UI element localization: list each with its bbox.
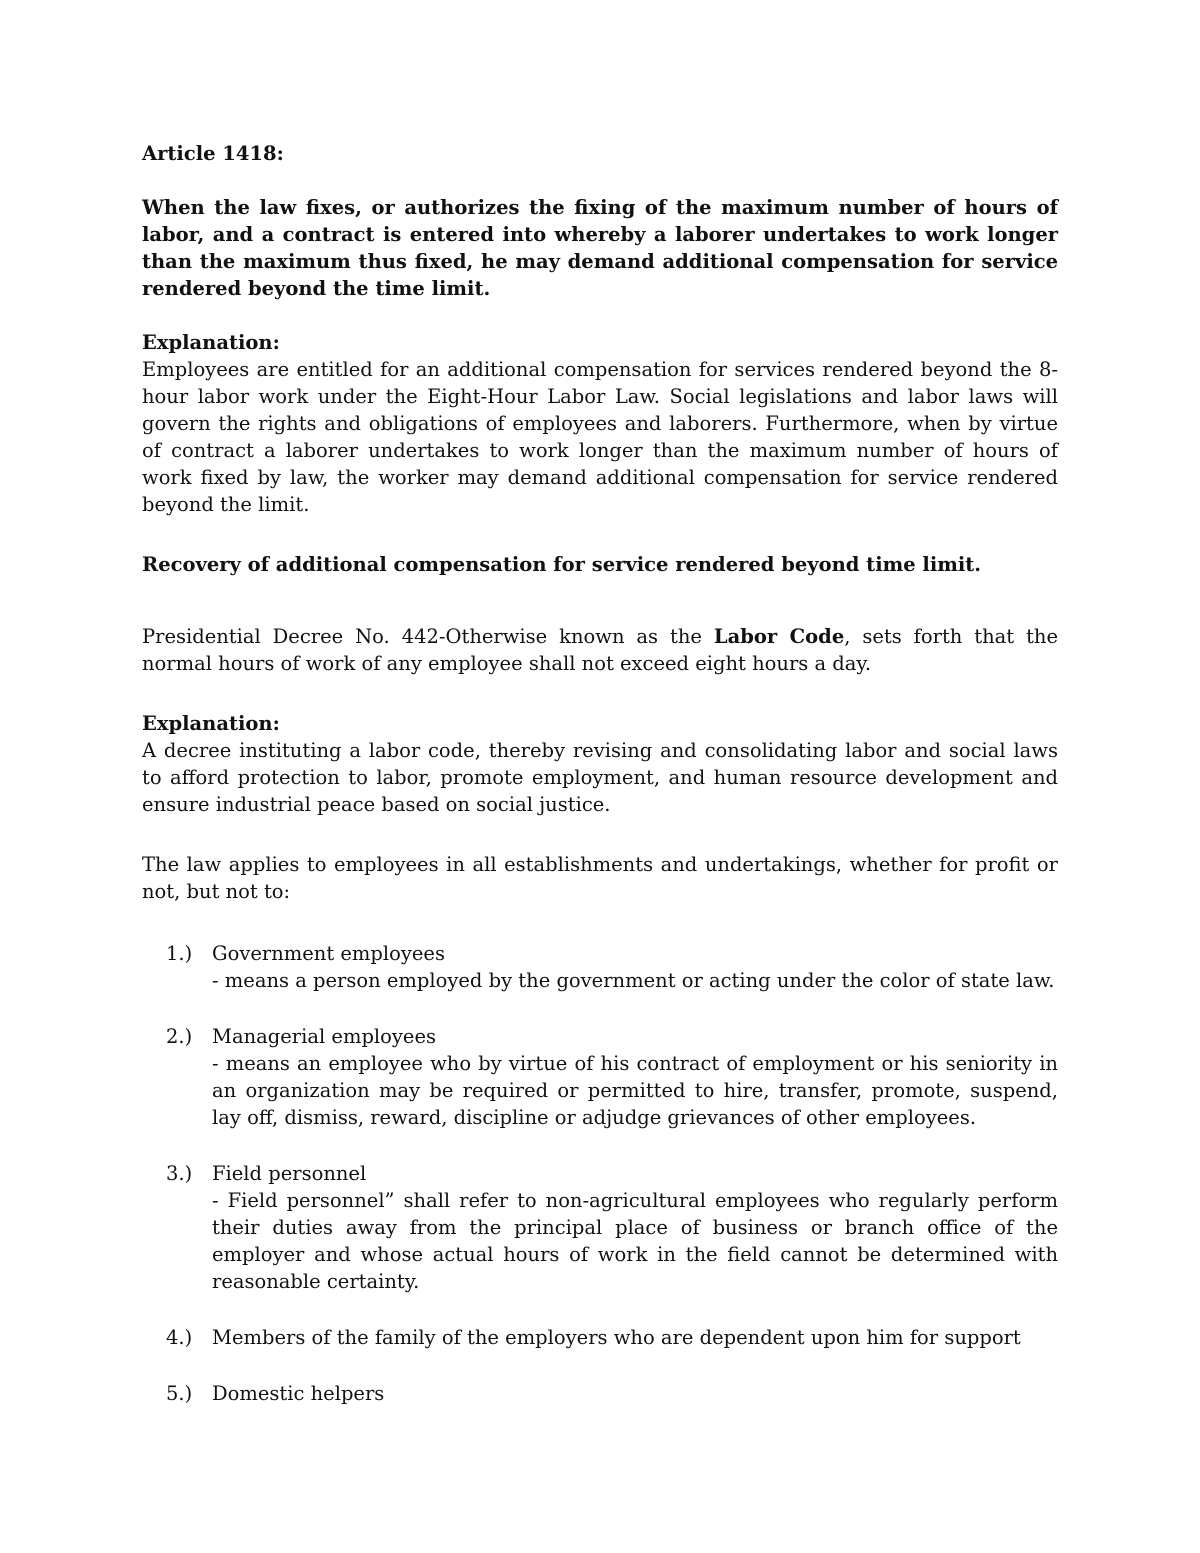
applies-paragraph: The law applies to employees in all establishments and undertakings, whether for profit or not, but not to: (142, 853, 1058, 903)
decree-text-after: , sets forth that the normal hours of work of any employee shall not exceed eight hours a day. (142, 625, 1059, 675)
list-item-title: Members of the family of the employers who are dependent upon him for support (212, 1326, 1021, 1349)
list-item-description: - Field personnel” shall refer to non-agricultural employees who regularly perform their duties away from the principal place of business or branch office of the employer and whose actual hours of work in the field cannot be determined with reasonable certainty. (212, 1189, 1058, 1293)
list-item (166, 1324, 1058, 1351)
article-title: Article 1418: (142, 142, 284, 165)
list-item-title: Government employees (212, 942, 445, 965)
recovery-heading: Recovery of additional compensation for service rendered beyond time limit. (142, 553, 982, 576)
list-item (166, 1160, 1058, 1295)
explanation-label: Explanation: (142, 331, 280, 354)
list-item (166, 940, 1058, 994)
list-item-number: 4.) (166, 1326, 193, 1349)
list-item-title: Domestic helpers (212, 1382, 385, 1405)
explanation-text: Employees are entitled for an additional compensation for services rendered beyond the 8-hour labor work under the Eight-Hour Labor Law. Social legislations and labor laws will govern the rights and obligations of employees and laborers. Furthermore, when by virtue of contract a laborer undertakes to work longer than the maximum number of hours of work fixed by law, the worker may demand additional compensation for service rendered beyond the limit. (142, 358, 1058, 516)
list-item-description: - means an employee who by virtue of his contract of employment or his seniority in an organization may be required or permitted to hire, transfer, promote, suspend, lay off, dismiss, reward, discipline or adjudge grievances of other employees. (212, 1052, 1058, 1129)
list-item-number: 3.) (166, 1162, 193, 1185)
list-item (166, 1023, 1058, 1131)
list-item-number: 1.) (166, 942, 193, 965)
explanation-text: A decree instituting a labor code, thereby revising and consolidating labor and social laws to afford protection to labor, promote employment, and human resource development and ensure industrial peace based on social justice. (142, 739, 1058, 816)
decree-text-before: Presidential Decree No. 442-Otherwise known as the (142, 625, 714, 648)
list-item (166, 1380, 1058, 1407)
list-item-description: - means a person employed by the government or acting under the color of state law. (212, 969, 1055, 992)
list-item-number: 2.) (166, 1025, 193, 1048)
explanation-label: Explanation: (142, 712, 280, 735)
list-item-title: Managerial employees (212, 1025, 437, 1048)
decree-bold-term: Labor Code (713, 625, 845, 648)
list-item-number: 5.) (166, 1382, 193, 1405)
list-item-title: Field personnel (212, 1162, 367, 1185)
document-page (142, 140, 1058, 1436)
exclusions-list (142, 940, 1058, 1407)
decree-paragraph (142, 623, 1058, 677)
article-text: When the law fixes, or authorizes the fixing of the maximum number of hours of labor, and a contract is entered into whereby a laborer undertakes to work longer than the maximum thus fixed, he may demand additional compensation for service rendered beyond the time limit. (142, 196, 1058, 300)
